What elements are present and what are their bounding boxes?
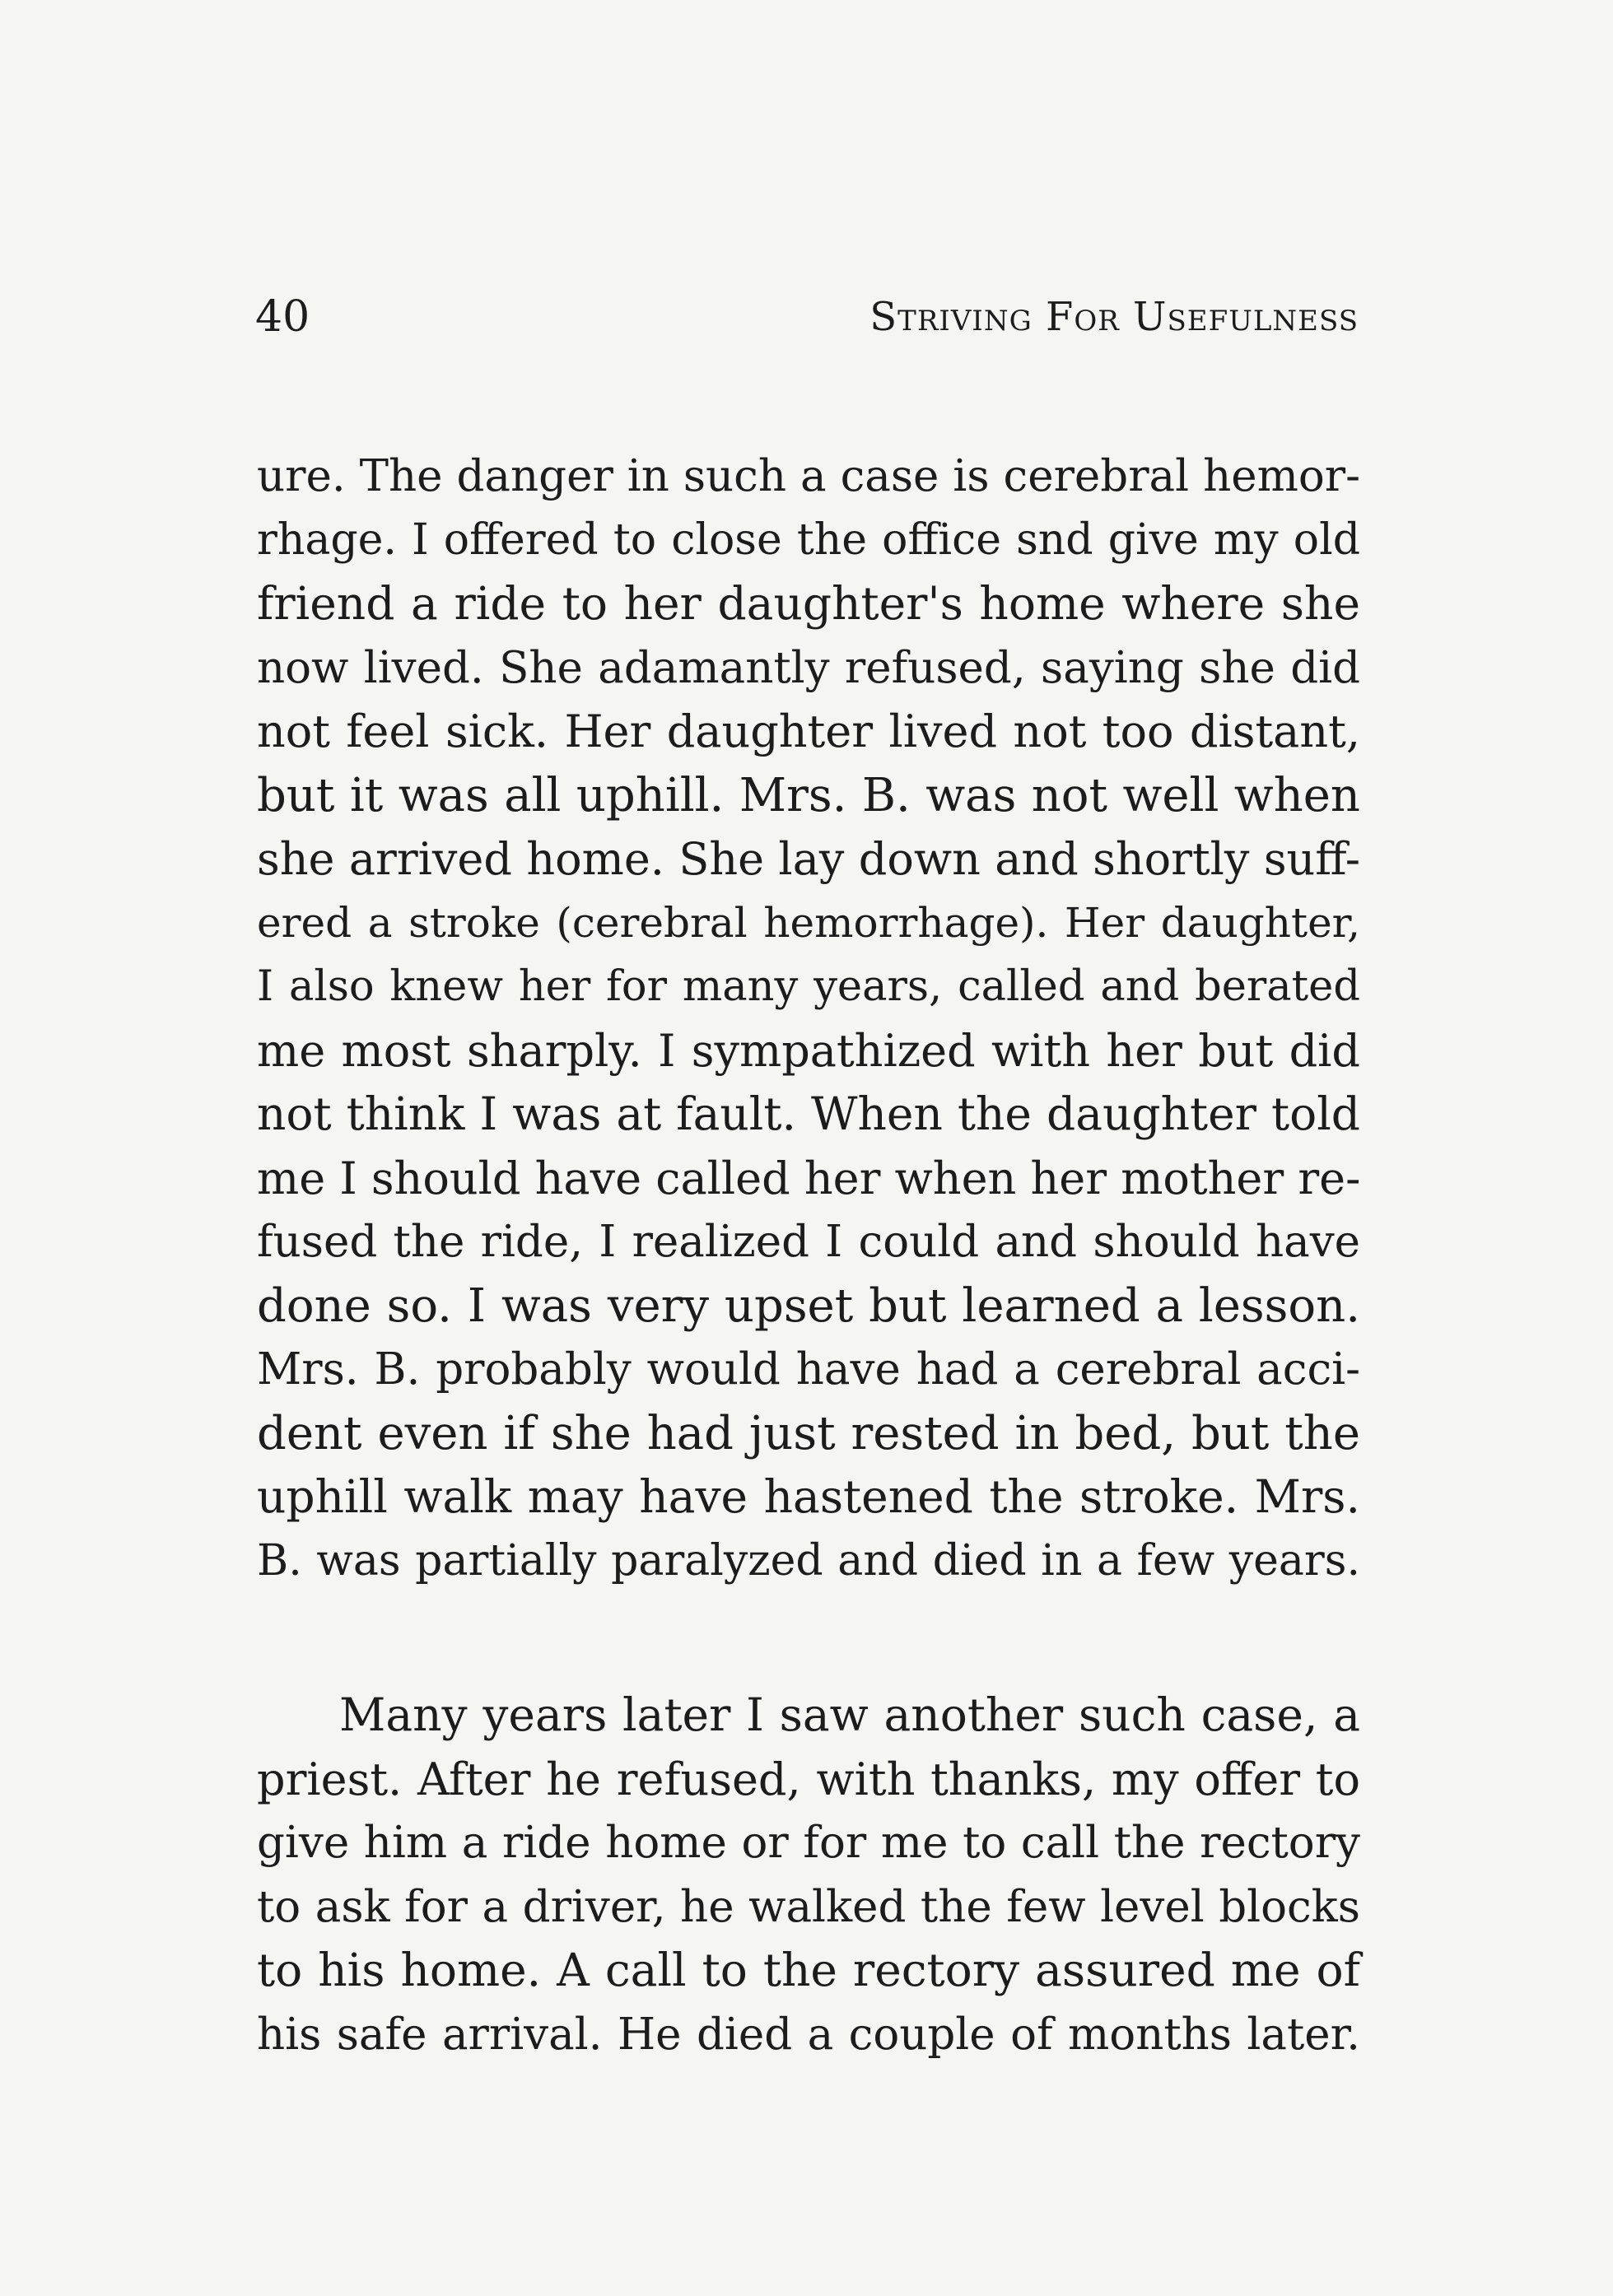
text-line: I also knew her for many years, called and berated (257, 962, 1360, 1011)
paragraph-2 (257, 1684, 1360, 2066)
text-line: me I should have called her when her mother re- (257, 1152, 1361, 1204)
text-line: rhage. I offered to close the office snd give my old (257, 515, 1360, 565)
page-number: 40 (255, 292, 310, 342)
text-line: but it was all uphill. Mrs. B. was not well when (257, 768, 1360, 822)
text-line: she arrived home. She lay down and shortly suff- (257, 833, 1360, 885)
book-title: Striving For Usefulness (869, 294, 1359, 340)
text-line: B. was partially paralyzed and died in a few years. (257, 1535, 1360, 1586)
body-text (257, 445, 1360, 2066)
text-line: to his home. A call to the rectory assured me of (257, 1944, 1360, 1996)
text-line: Many years later I saw another such case, a (339, 1688, 1360, 1741)
text-line: his safe arrival. He died a couple of months later. (257, 2009, 1360, 2060)
text-line: not think I was at fault. When the daughter told (257, 1087, 1360, 1140)
text-line: ered a stroke (cerebral hemorrhage). Her daughter, (257, 898, 1360, 947)
text-line: friend a ride to her daughter's home where she (257, 577, 1360, 630)
paragraph-1 (257, 445, 1360, 1593)
text-line: uphill walk may have hastened the stroke. Mrs. (257, 1470, 1360, 1523)
text-line: Mrs. B. probably would have had a cerebral acci- (257, 1344, 1360, 1395)
running-head (255, 284, 1359, 350)
text-line: give him a ride home or for me to call the rectory (257, 1818, 1360, 1868)
text-line: dent even if she had just rested in bed, but the (257, 1406, 1360, 1460)
text-line: me most sharply. I sympathized with her but did (257, 1024, 1360, 1077)
text-line: done so. I was very upset but learned a lesson. (257, 1278, 1360, 1333)
text-line: to ask for a driver, he walked the few level blocks (257, 1881, 1360, 1932)
text-line: priest. After he refused, with thanks, my offer to (257, 1753, 1360, 1805)
text-line: ure. The danger in such a case is cerebral hemor- (257, 451, 1360, 501)
text-line: not feel sick. Her daughter lived not too distant, (257, 706, 1360, 757)
text-line: fused the ride, I realized I could and should have (257, 1217, 1360, 1267)
paragraph-gap (257, 1593, 1360, 1684)
text-line: now lived. She adamantly refused, saying she did (257, 642, 1360, 693)
